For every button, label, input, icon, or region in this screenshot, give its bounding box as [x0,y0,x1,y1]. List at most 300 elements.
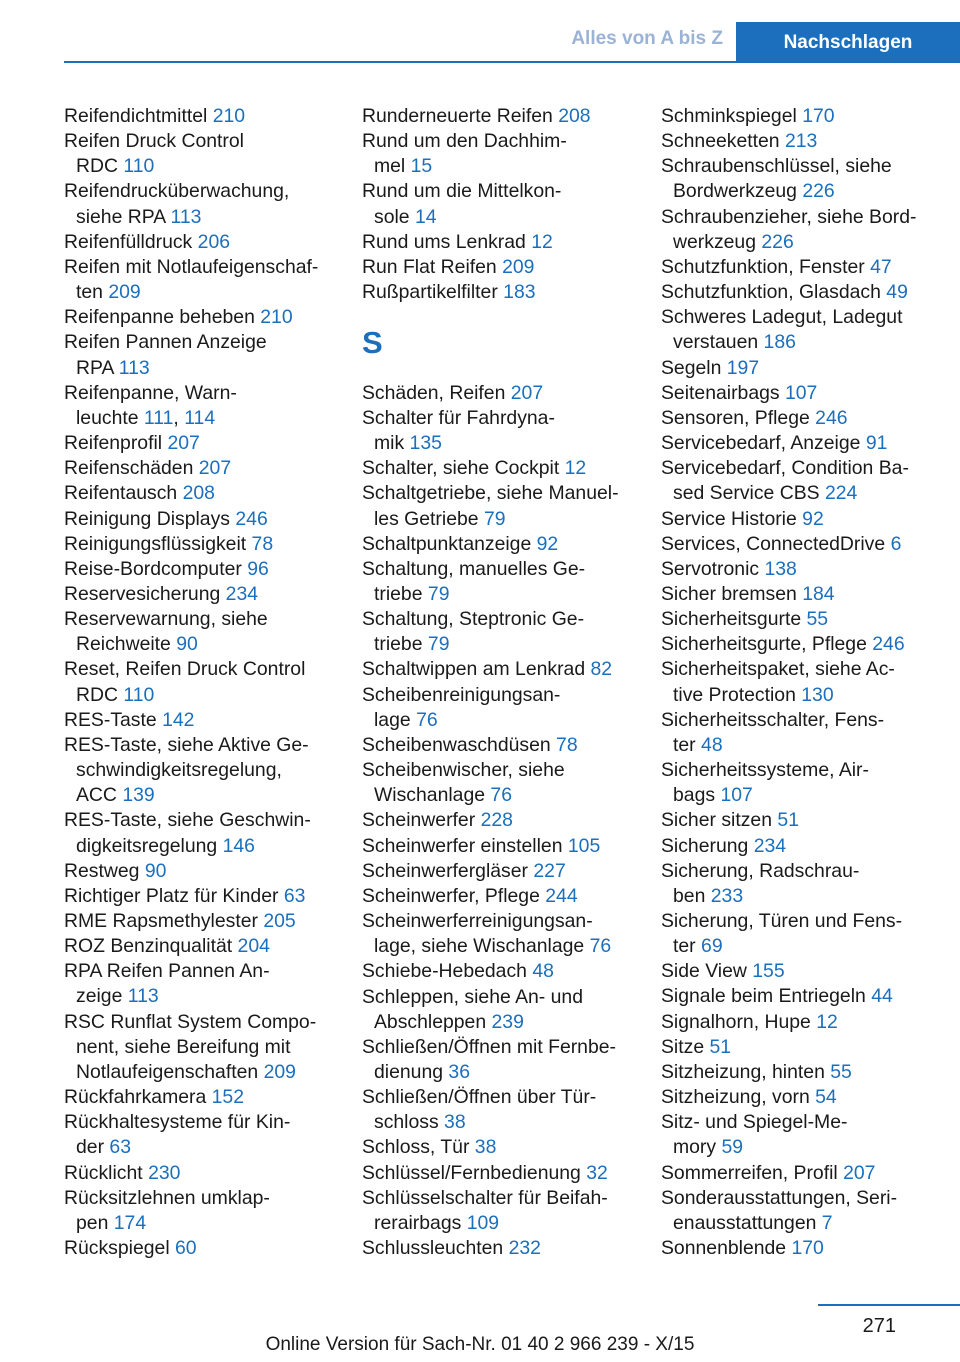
page-reference-link[interactable]: 207 [167,432,200,455]
index-entry [362,808,634,833]
index-entry-text: Service Historie [661,507,803,530]
page-reference-link[interactable]: 107 [784,381,818,404]
index-entry [362,607,634,657]
page-reference-link[interactable]: 15 [410,155,433,178]
index-entry [64,129,336,179]
index-entry-text: Reifen Druck Control [64,130,244,153]
index-entry-text: Notlaufeigenschaften [76,1060,264,1083]
index-entry [362,683,634,733]
index-entry [362,1035,634,1085]
index-entry [661,1236,951,1261]
page-reference-link[interactable]: 96 [247,557,269,580]
index-entry-text: werkzeug [673,230,762,253]
index-entry-text: Reifen mit Notlaufeigenschaf- [64,255,319,278]
index-entry-text: Schaltpunktanzeige [362,532,537,555]
index-entry-text: Reifendichtmittel [64,105,213,127]
index-entry-text: Rückhaltesysteme für Kin- [64,1111,291,1134]
index-entry-text: RME Rapsmethylester [64,910,264,932]
index-entry-text: Signalhorn, Hupe [661,1010,817,1033]
index-entry-text: zeige [76,985,128,1008]
index-entry [64,532,336,557]
index-entry [362,179,634,229]
index-entry [661,708,951,758]
index-entry [362,884,634,909]
index-entry [64,934,336,959]
page-reference-link[interactable]: 7 [821,1211,833,1234]
index-entry [661,607,951,632]
index-entry-text: Schraubenschlüssel, siehe [661,155,892,178]
page-reference-link[interactable]: 90 [176,633,198,656]
footer-rule [818,1304,960,1306]
page-reference-link[interactable]: 63 [283,884,306,907]
index-entry-text: Schaltung, Steptronic Ge- [362,608,585,631]
index-entry [362,859,634,884]
page-reference-link[interactable]: 244 [545,884,578,907]
page-reference-link[interactable]: 184 [802,582,835,605]
page-reference-link[interactable]: 226 [802,180,835,203]
index-entry-text: bags [673,784,721,807]
index-entry [661,1085,951,1110]
index-entry-text: Rund ums Lenkrad [362,230,532,253]
index-entry [661,959,951,984]
index-entry-text: Schließen/Öffnen über Tür- [362,1086,597,1109]
page-reference-link[interactable]: 139 [122,784,155,807]
index-entry [661,507,951,532]
index-entry-text: ben [673,884,711,907]
index-entry-text: Runderneuerte Reifen [362,105,559,127]
index-entry-text: Schutzfunktion, Glasdach [661,281,887,304]
index-entry-text: Servotronic [661,557,765,580]
index-entry [661,381,951,406]
index-entry [362,1135,634,1160]
index-entry [64,456,336,481]
page-reference-link[interactable]: 207 [198,457,232,480]
index-entry-text: lage, siehe Wischanlage [374,935,590,958]
index-entry [661,984,951,1009]
index-entry-text: RES-Taste, siehe Aktive Ge- [64,733,309,756]
index-entry [661,1161,951,1186]
index-entry: Reifenpanne, Warn- leuchte 111, 114 [64,381,237,429]
index-entry-text: Reinigungsflüssigkeit [64,532,252,555]
index-entry-text: Reise-Bordcomputer [64,557,248,580]
index-entry-text: Bordwerkzeug [673,180,803,203]
index-entry-text: Reifenschäden [64,457,199,480]
index-entry-text: siehe RPA [76,205,171,228]
index-entry-text: Wischanlage [374,784,491,807]
page-reference-link[interactable]: 78 [251,532,274,555]
index-entry-text: RES-Taste, siehe Geschwin- [64,809,311,832]
page-reference-link[interactable]: 113 [170,205,202,228]
index-entry-text: Segeln [661,356,727,379]
index-entry-text: Schäden, Reifen [362,381,511,404]
index-entry [64,431,336,456]
index-entry-text: Reifentausch [64,482,183,505]
index-entry-text: RPA [76,356,119,379]
page-reference-link[interactable]: 246 [872,633,905,656]
index-entry [64,733,336,808]
index-entry [64,255,336,305]
page-reference-link[interactable]: 205 [263,910,296,932]
page-reference-link[interactable]: 44 [871,985,893,1008]
index-entry-text: Scheinwerfer, Pflege [362,884,546,907]
page-reference-link[interactable]: 239 [491,1010,524,1033]
index-entry-text: Sonnenblende [661,1237,792,1260]
index-entry-text: Sommerreifen, Profil [661,1161,844,1184]
index-entry [661,104,951,129]
index-entry-text: Scheinwerferreinigungsan- [362,910,593,933]
index-entry [64,104,336,129]
page-reference-link[interactable]: 105 [567,834,601,857]
page-reference-link[interactable]: 91 [865,432,888,455]
index-entry [661,532,951,557]
page-reference-link[interactable]: 232 [508,1237,541,1260]
page-reference-link[interactable]: 186 [763,331,796,354]
page-reference-link[interactable]: 79 [483,507,506,530]
index-entry-text: Schaltwippen am Lenkrad [362,658,591,681]
page-reference-link[interactable]: 197 [726,356,760,379]
index-column-1 [64,104,336,1261]
index-entry [362,406,634,456]
page-reference-link[interactable]: 206 [197,230,231,253]
page-header [0,0,960,64]
page-reference-link[interactable]: 130 [801,683,834,706]
page-reference-link[interactable]: 234 [225,582,259,605]
index-entry [661,632,951,657]
index-entry-text: Sitzheizung, vorn [661,1086,816,1109]
page-reference-link[interactable]: 111 [143,406,174,429]
index-entry-text: Schlüsselschalter für Beifah- [362,1186,608,1209]
index-entry-text: RDC [76,683,124,706]
index-entry [661,758,951,808]
index-entry [661,1035,951,1060]
index-entry [362,230,634,255]
index-entry-text: Sicher sitzen [661,809,778,832]
index-entry-text: Signale beim Entriegeln [661,985,872,1008]
index-entry [362,733,634,758]
index-entry [661,406,951,431]
index-entry [362,1085,634,1135]
page-reference-link[interactable]: 170 [802,105,835,127]
index-entry-text: dienung [374,1060,449,1083]
page-reference-link[interactable]: 246 [235,507,268,530]
page-reference-link[interactable]: 135 [409,432,442,455]
index-entry [362,1236,634,1261]
page-reference-link[interactable]: 207 [843,1161,876,1184]
index-entry-text: schwindigkeitsregelung, [76,759,282,782]
page-reference-link[interactable]: 76 [589,935,612,958]
page-reference-link[interactable]: 170 [791,1237,824,1260]
index-entry [64,507,336,532]
index-entry [661,431,951,456]
page-reference-link[interactable]: 60 [175,1237,197,1260]
index-entry [661,1186,951,1236]
page-reference-link[interactable]: 92 [802,507,824,530]
index-entry-text: Sitz- und Spiegel-Me- [661,1111,848,1134]
page-reference-link[interactable]: 110 [123,155,155,178]
page-reference-link[interactable]: 207 [510,381,544,404]
index-entry [362,758,634,808]
index-entry-text: Rund um die Mittelkon- [362,180,562,203]
index-entry-text: Sensoren, Pflege [661,406,816,429]
page-reference-link[interactable]: 55 [830,1060,852,1083]
index-entry [64,481,336,506]
index-entry-text: Servicebedarf, Anzeige [661,432,866,455]
page-reference-link[interactable]: 107 [720,784,753,807]
index-entry-text: Seitenairbags [661,381,785,404]
index-entry [362,129,634,179]
page-reference-link[interactable]: 226 [761,230,794,253]
index-entry [64,808,336,858]
index-entry [661,456,951,506]
page-reference-link[interactable]: 114 [184,406,216,429]
page-reference-link[interactable]: 32 [586,1161,608,1184]
index-entry-text: triebe [374,583,428,605]
page-reference-link[interactable]: 76 [416,708,438,731]
page-reference-link[interactable]: 92 [536,532,559,555]
page-reference-link[interactable]: 59 [721,1136,744,1159]
index-entry-text: ROZ Benzinqualität [64,935,238,958]
page-reference-link[interactable]: 155 [752,960,785,983]
index-entry-text: mory [673,1136,722,1159]
page-reference-link[interactable]: 76 [490,784,512,807]
index-entry-text: rerairbags [374,1211,467,1234]
page-reference-link[interactable]: 209 [108,281,141,304]
index-entry-text: Sicherheitsgurte [661,608,807,631]
index-entry-text: ter [673,733,702,756]
page-reference-link[interactable]: 48 [532,960,554,983]
page-reference-link[interactable]: 78 [556,733,578,756]
index-entry-text: pen [76,1211,114,1234]
index-entry-text: ACC [76,784,123,807]
index-entry [64,230,336,255]
index-entry [362,1186,634,1236]
index-entry [64,1010,336,1085]
index-entry [64,909,336,934]
index-entry-text: Scheibenreinigungsan- [362,683,561,706]
page-reference-link[interactable]: 6 [890,532,902,555]
index-entry-text: Scheinwerfergläser [362,859,534,882]
index-entry-text: sole [374,205,415,228]
index-entry [64,557,336,582]
index-entry [362,834,634,859]
index-entry-text: nent, siehe Bereifung mit [76,1035,291,1058]
index-entry-text: Sonderausstattungen, Seri- [661,1186,898,1209]
index-entry-text: ter [673,935,702,958]
page-reference-link[interactable]: 110 [123,683,155,706]
index-entry-text: Reifenfülldruck [64,230,198,253]
index-entry-text: Reservesicherung [64,582,226,605]
page-reference-link[interactable]: 54 [815,1086,837,1109]
page-reference-link[interactable]: 174 [113,1211,147,1234]
index-entry [362,959,634,984]
index-entry-text: Run Flat Reifen [362,255,503,278]
index-entry [661,154,951,204]
index-entry-text: Schaltung, manuelles Ge- [362,557,586,580]
index-entry [362,104,634,129]
index-entry [362,280,634,305]
index-entry-text: Servicebedarf, Condition Ba- [661,457,909,480]
index-entry [64,582,336,607]
index-entry-text: Reset, Reifen Druck Control [64,658,306,681]
index-entry [661,1110,951,1160]
page-reference-link[interactable]: 12 [531,230,553,253]
page-reference-link[interactable]: 204 [237,935,270,958]
index-entry-text: Rücksitzlehnen umklap- [64,1186,270,1209]
index-entry-text: Reifenpanne beheben [64,306,261,329]
page-reference-link[interactable]: 47 [870,255,892,278]
page-reference-link[interactable]: 82 [590,658,613,681]
index-entry [64,708,336,733]
index-entry [362,557,634,607]
index-entry-text: Abschleppen [374,1010,492,1033]
index-entry [362,985,634,1035]
page-reference-link[interactable]: 209 [263,1060,296,1083]
page-reference-link[interactable]: 38 [474,1136,497,1159]
page-reference-link[interactable]: 12 [564,457,587,480]
index-entry-text: Reinigung Displays [64,507,236,530]
index-entry-text: Sicherung, Radschrau- [661,859,860,882]
page-reference-link[interactable]: 210 [260,306,293,329]
index-entry-text: RDC [76,155,124,178]
index-entry-text: Schloss, Tür [362,1136,475,1159]
index-entry-text: Sicher bremsen [661,582,803,605]
index-entry-text: verstauen [673,331,764,354]
index-entry [64,859,336,884]
section-title: Alles von A bis Z [571,28,723,49]
page-reference-link[interactable]: 36 [448,1060,470,1083]
index-entry-text: Schlussleuchten [362,1237,509,1260]
index-entry [661,808,951,833]
index-entry-text: Schminkspiegel [661,105,803,127]
page-reference-link[interactable]: 233 [710,884,744,907]
page-reference-link[interactable]: 51 [777,809,799,832]
index-entry-text: schloss [374,1111,445,1134]
page-reference-link[interactable]: 224 [824,482,858,505]
page-reference-link[interactable]: 138 [764,557,797,580]
page-reference-link[interactable]: 208 [558,105,591,127]
page-reference-link[interactable]: 109 [466,1211,500,1234]
page-reference-link[interactable]: 113 [127,985,159,1008]
page-reference-link[interactable]: 113 [118,356,150,379]
page-reference-link[interactable]: 227 [533,859,566,882]
index-entry-text: ten [76,281,109,304]
index-entry-text: Schweres Ladegut, Ladegut [661,306,903,329]
index-entry-text: mik [374,432,410,455]
index-entry-text: leuchte [76,406,144,429]
index-entry-text: digkeitsregelung [76,834,223,857]
page-reference-link[interactable]: 208 [182,482,215,505]
index-entry-text: Reifendrucküberwachung, [64,180,290,203]
index-entry [64,330,336,380]
index-column-3 [661,104,951,1261]
page-reference-link[interactable]: 210 [212,105,246,127]
index-entry [64,179,336,229]
page-reference-link[interactable]: 49 [886,281,908,304]
header-rule [64,61,960,63]
page-reference-link[interactable]: 142 [162,708,195,731]
index-entry-text: enausstattungen [673,1211,822,1234]
index-entry-text: Sicherheitsgurte, Pflege [661,633,873,656]
page-reference-link[interactable]: 63 [109,1136,131,1159]
index-entry-text: les Getriebe [374,507,484,530]
index-entry-text: RSC Runflat System Compo- [64,1010,317,1033]
index-entry-text: Schließen/Öffnen mit Fernbe- [362,1035,616,1058]
page-reference-link[interactable]: 183 [503,281,536,304]
index-entry [362,532,634,557]
index-entry-text: Reifen Pannen Anzeige [64,331,267,354]
page-reference-link[interactable]: 90 [144,859,167,882]
page-reference-link[interactable]: 79 [427,583,450,605]
index-entry-text: Sitze [661,1035,710,1058]
page-reference-link[interactable]: 209 [502,255,535,278]
index-entry [661,834,951,859]
index-entry-text: Schraubenzieher, siehe Bord- [661,205,917,228]
index-entry [362,481,634,531]
index-entry [64,1085,336,1110]
index-entry-text: Schneeketten [661,130,785,153]
page-reference-link[interactable]: 146 [222,834,255,857]
index-entry-text: Sitzheizung, hinten [661,1060,831,1083]
index-entry [64,959,336,1009]
index-entry-text: RES-Taste [64,708,163,731]
index-entry-text: mel [374,155,411,178]
page-reference-link[interactable]: 228 [480,809,513,832]
page-reference-link[interactable]: 12 [816,1010,838,1033]
index-entry-text: Rückfahrkamera [64,1086,212,1109]
index-entry-text: Reichweite [76,633,177,656]
index-entry-text: lage [374,708,417,731]
index-entry-text: triebe [374,633,428,656]
index-entry [64,1186,336,1236]
index-letter-heading: S [362,325,383,361]
index-entry [362,657,634,682]
index-entry-text: Sicherung, Türen und Fens- [661,910,903,932]
page-reference-link[interactable]: 234 [753,834,787,857]
page-reference-link[interactable]: 213 [784,130,818,153]
index-entry-text: sed Service CBS [673,482,825,505]
page-reference-link[interactable]: 230 [148,1161,181,1184]
index-entry [661,557,951,582]
index-entry-text: Rußpartikelfilter [362,281,504,304]
index-entry-text: tive Protection [673,683,802,706]
index-entry-text: Richtiger Platz für Kinder [64,884,284,907]
index-entry [362,1161,634,1186]
index-entry [362,255,634,280]
index-entry [64,657,336,707]
index-entry [661,909,951,959]
page-reference-link[interactable]: 48 [701,733,723,756]
index-entry-text: Side View [661,960,753,983]
page-reference-link[interactable]: 152 [211,1086,244,1109]
index-entry [64,607,336,657]
index-entry-text: Reifenprofil [64,432,168,455]
index-entry-text: RPA Reifen Pannen An- [64,960,270,983]
index-column-2 [362,104,634,1261]
page-reference-link[interactable]: 51 [709,1035,732,1058]
page-reference-link[interactable]: 69 [701,935,723,958]
page-reference-link[interactable]: 55 [806,608,829,631]
index-entry [661,859,951,909]
page-reference-link[interactable]: 79 [427,633,450,656]
index-entry-text: Reservewarnung, siehe [64,608,268,631]
page-reference-link[interactable]: 38 [444,1111,466,1134]
index-entry [661,1010,951,1035]
index-entry-text: Scheinwerfer [362,809,481,832]
index-entry [661,280,951,305]
page-reference-link[interactable]: 14 [414,205,437,228]
index-entry [362,909,634,959]
page-reference-link[interactable]: 246 [815,406,848,429]
